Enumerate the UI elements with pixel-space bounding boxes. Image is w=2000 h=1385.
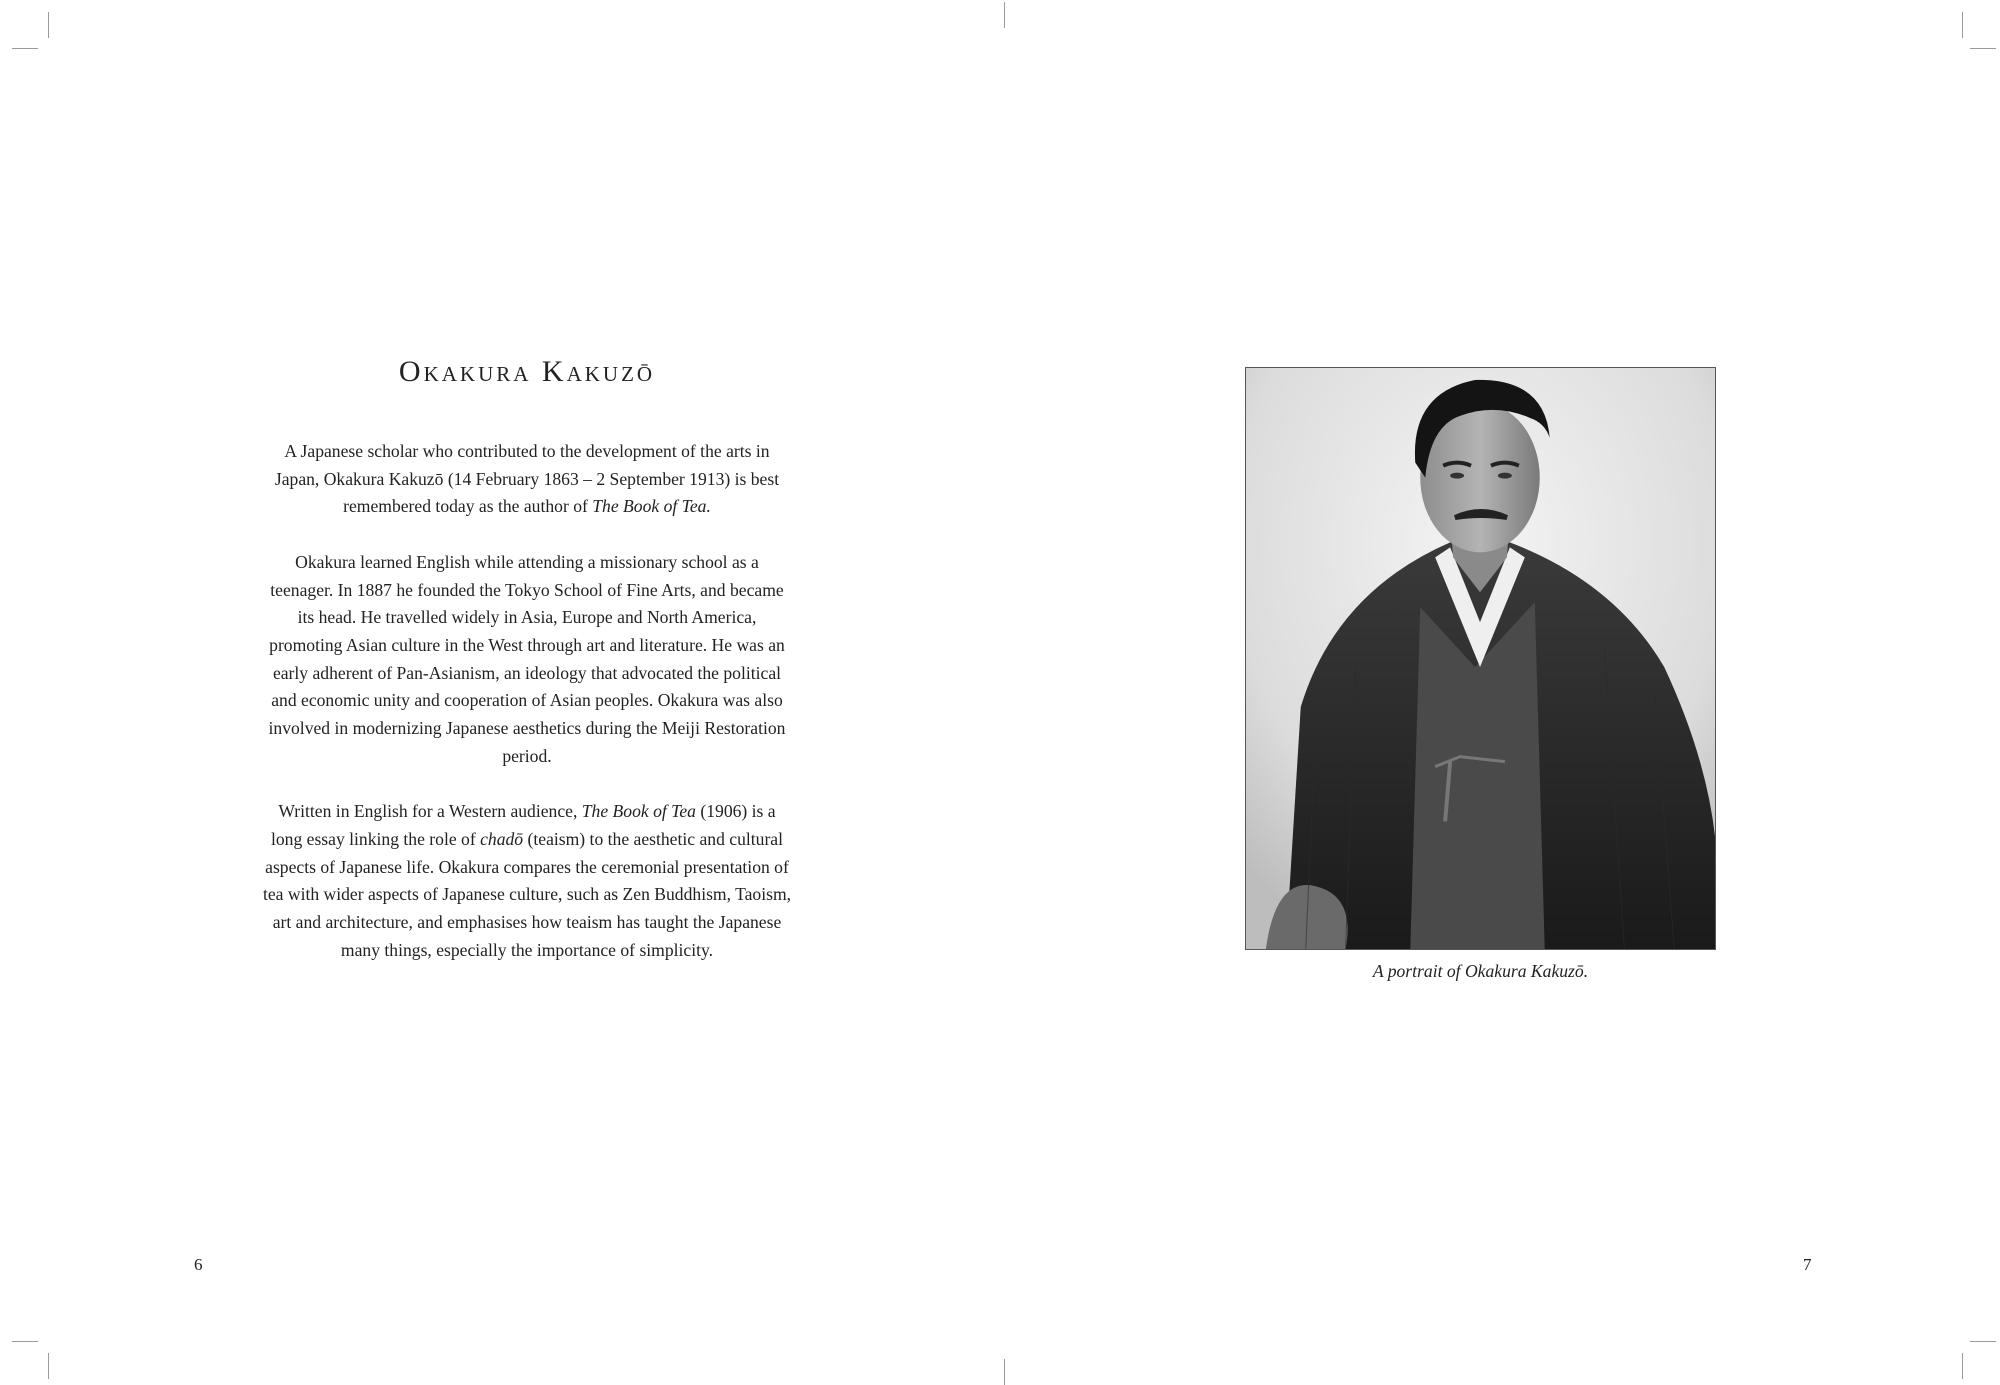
page-title: Okakura Kakuzō — [398, 355, 656, 388]
biography-text — [262, 438, 792, 992]
portrait-photo — [1245, 367, 1716, 950]
paragraph-text: (teaism) to the aesthetic and cultural aspects of Japanese life. Okakura compares the ceremonial presentation of tea with wider aspects of Japanese culture, such as Zen Buddhism, Taoism, art and architecture, and emphasises how teaism has taught the Japanese many things, especially the importance of simplicity. — [262, 828, 792, 960]
paragraph-text: Written in English for a Western audience, — [278, 801, 582, 822]
italic-text: chadō — [480, 828, 524, 849]
body-paragraph — [262, 798, 792, 964]
page-number-left: 6 — [194, 1255, 203, 1274]
paragraph-text: Okakura learned English while attending a missionary school as a teenager. In 1887 he founded the Tokyo School of Fine Arts, and became its head. He travelled widely in Asia, Europe and North America, promoting Asian culture in the West through art and literature. He was an early adherent of Pan-Asianism, an ideology that advocated the political and economic unity and cooperation of Asian peoples. Okakura was also involved in modernizing Japanese aesthetics during the Meiji Restoration period. — [268, 551, 786, 766]
paragraph-text: (1906) is a long essay linking the role of — [270, 801, 776, 849]
right-page — [1000, 0, 2000, 1385]
italic-text: The Book of Tea. — [592, 496, 711, 517]
portrait-photo-icon — [1246, 368, 1715, 949]
photo-caption: A portrait of Okakura Kakuzō. — [1372, 961, 1589, 981]
body-paragraph — [262, 549, 792, 771]
paragraph-text: A Japanese scholar who contributed to the development of the arts in Japan, Okakura Kakuzō (14 February 1863 – 2 September 1913) is best remembered today as the author of — [274, 441, 780, 517]
italic-text: The Book of Tea — [581, 801, 696, 822]
body-paragraph — [262, 438, 792, 521]
page-number-right: 7 — [1803, 1255, 1812, 1274]
